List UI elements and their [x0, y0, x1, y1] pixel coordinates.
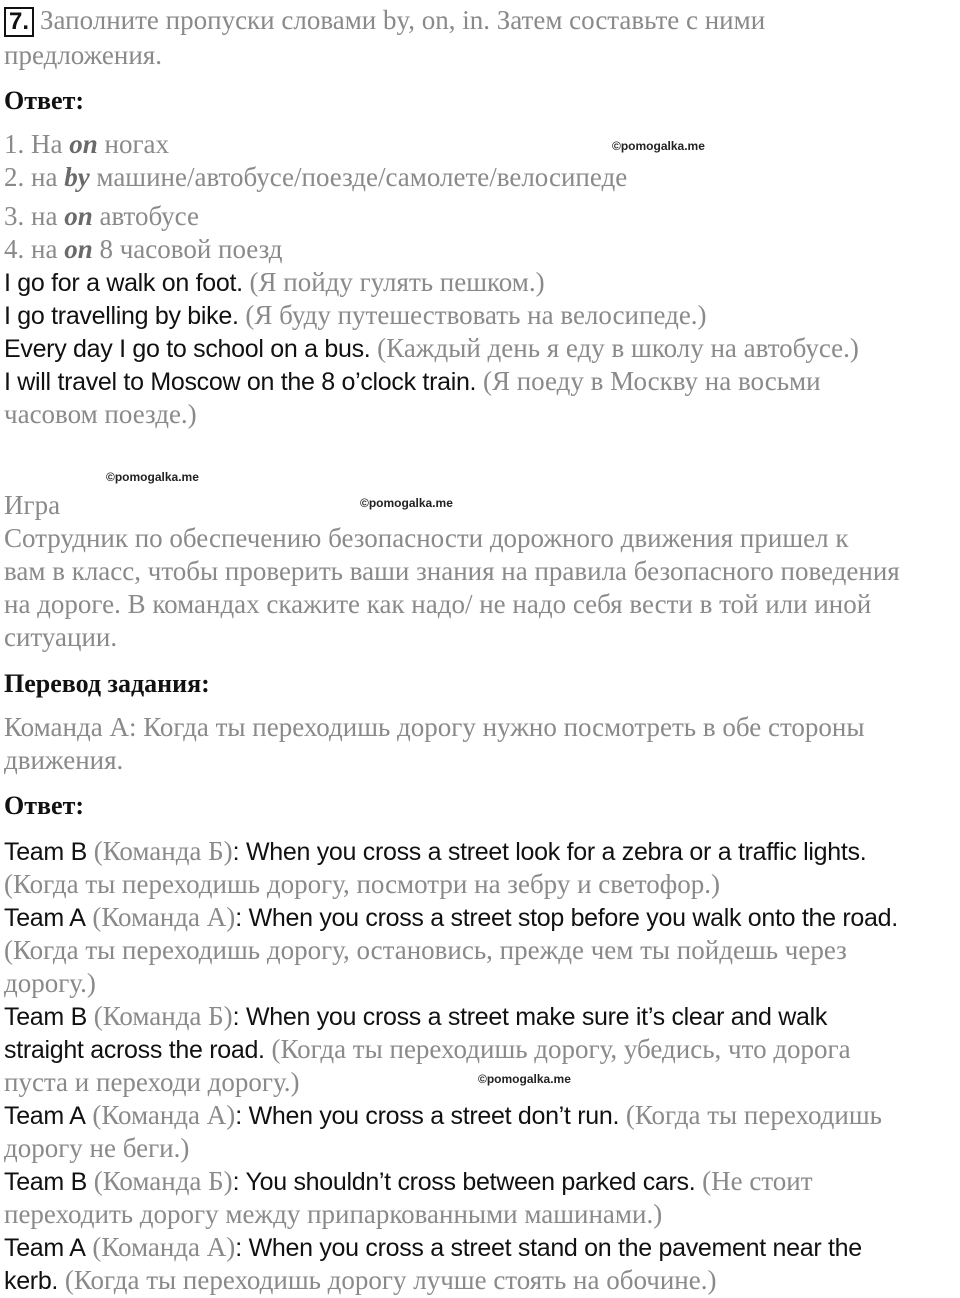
game-line: на дороге. В командах скажите как надо/ не надо себя вести в той или иной	[4, 589, 872, 619]
team-line: Team B (Команда Б): When you cross a street look for a zebra or a traffic lights.	[4, 836, 867, 866]
task-line-2: предложения.	[4, 40, 162, 70]
game-line: Сотрудник по обеспечению безопасности дорожного движения пришел к	[4, 523, 849, 553]
team-line-cont: kerb. (Когда ты переходишь дорогу лучше стоять на обочине.)	[4, 1265, 717, 1295]
team-line: Team A (Команда А): When you cross a street don’t run. (Когда ты переходишь	[4, 1100, 882, 1130]
task-text-1: Заполните пропуски словами by, on, in. Затем составьте с ними	[40, 5, 766, 35]
team-line: Team A (Команда А): When you cross a street stand on the pavement near the	[4, 1232, 862, 1262]
list-item: 2. на by машине/автобусе/поезде/самолете/велосипеде	[4, 162, 628, 192]
team-line-cont: straight across the road. (Когда ты переходишь дорогу, убедись, что дорога	[4, 1034, 851, 1064]
answer-heading-2: Ответ:	[4, 791, 85, 820]
team-line-cont: (Когда ты переходишь дорогу, остановись, прежде чем ты пойдешь через	[4, 935, 847, 965]
team-line-cont: переходить дорогу между припаркованными машинами.)	[4, 1199, 663, 1229]
watermark: ©pomogalka.me	[478, 1072, 571, 1086]
team-line: Team B (Команда Б): When you cross a street make sure it’s clear and walk	[4, 1001, 828, 1031]
game-line: вам в класс, чтобы проверить ваши знания на правила безопасного поведения	[4, 556, 900, 586]
watermark: ©pomogalka.me	[106, 470, 199, 484]
team-line-cont: пуста и переходи дорогу.)	[4, 1067, 300, 1097]
list-item: 1. На on ногах	[4, 129, 170, 159]
translation-heading: Перевод задания:	[4, 669, 210, 698]
sentence-continuation: часовом поезде.)	[4, 399, 197, 429]
sentence: I will travel to Moscow on the 8 o’clock train. (Я поеду в Москву на восьми	[4, 366, 821, 396]
list-item: 3. на on автобусе	[4, 201, 199, 231]
team-line-cont: дорогу.)	[4, 968, 96, 998]
task-number: 7.	[4, 7, 34, 37]
sentence: I go travelling by bike. (Я буду путешествовать на велосипеде.)	[4, 300, 707, 330]
team-line: Team A (Команда А): When you cross a street stop before you walk onto the road.	[4, 902, 898, 932]
translation-line: Команда А: Когда ты переходишь дорогу нужно посмотреть в обе стороны	[4, 712, 865, 742]
list-item: 4. на on 8 часовой поезд	[4, 234, 283, 264]
team-line-cont: (Когда ты переходишь дорогу, посмотри на зебру и светофор.)	[4, 869, 721, 899]
watermark: ©pomogalka.me	[612, 139, 705, 153]
team-line: Team B (Команда Б): You shouldn’t cross between parked cars. (Не стоит	[4, 1166, 813, 1196]
sentence: Every day I go to school on a bus. (Каждый день я еду в школу на автобусе.)	[4, 333, 859, 363]
game-title: Игра	[4, 490, 61, 520]
team-line-cont: дорогу не беги.)	[4, 1133, 190, 1163]
sentence: I go for a walk on foot. (Я пойду гулять пешком.)	[4, 267, 545, 297]
game-line: ситуации.	[4, 622, 118, 652]
translation-line: движения.	[4, 745, 124, 775]
answer-heading-1: Ответ:	[4, 86, 85, 115]
watermark: ©pomogalka.me	[360, 496, 453, 510]
task-line-1	[4, 4, 765, 37]
